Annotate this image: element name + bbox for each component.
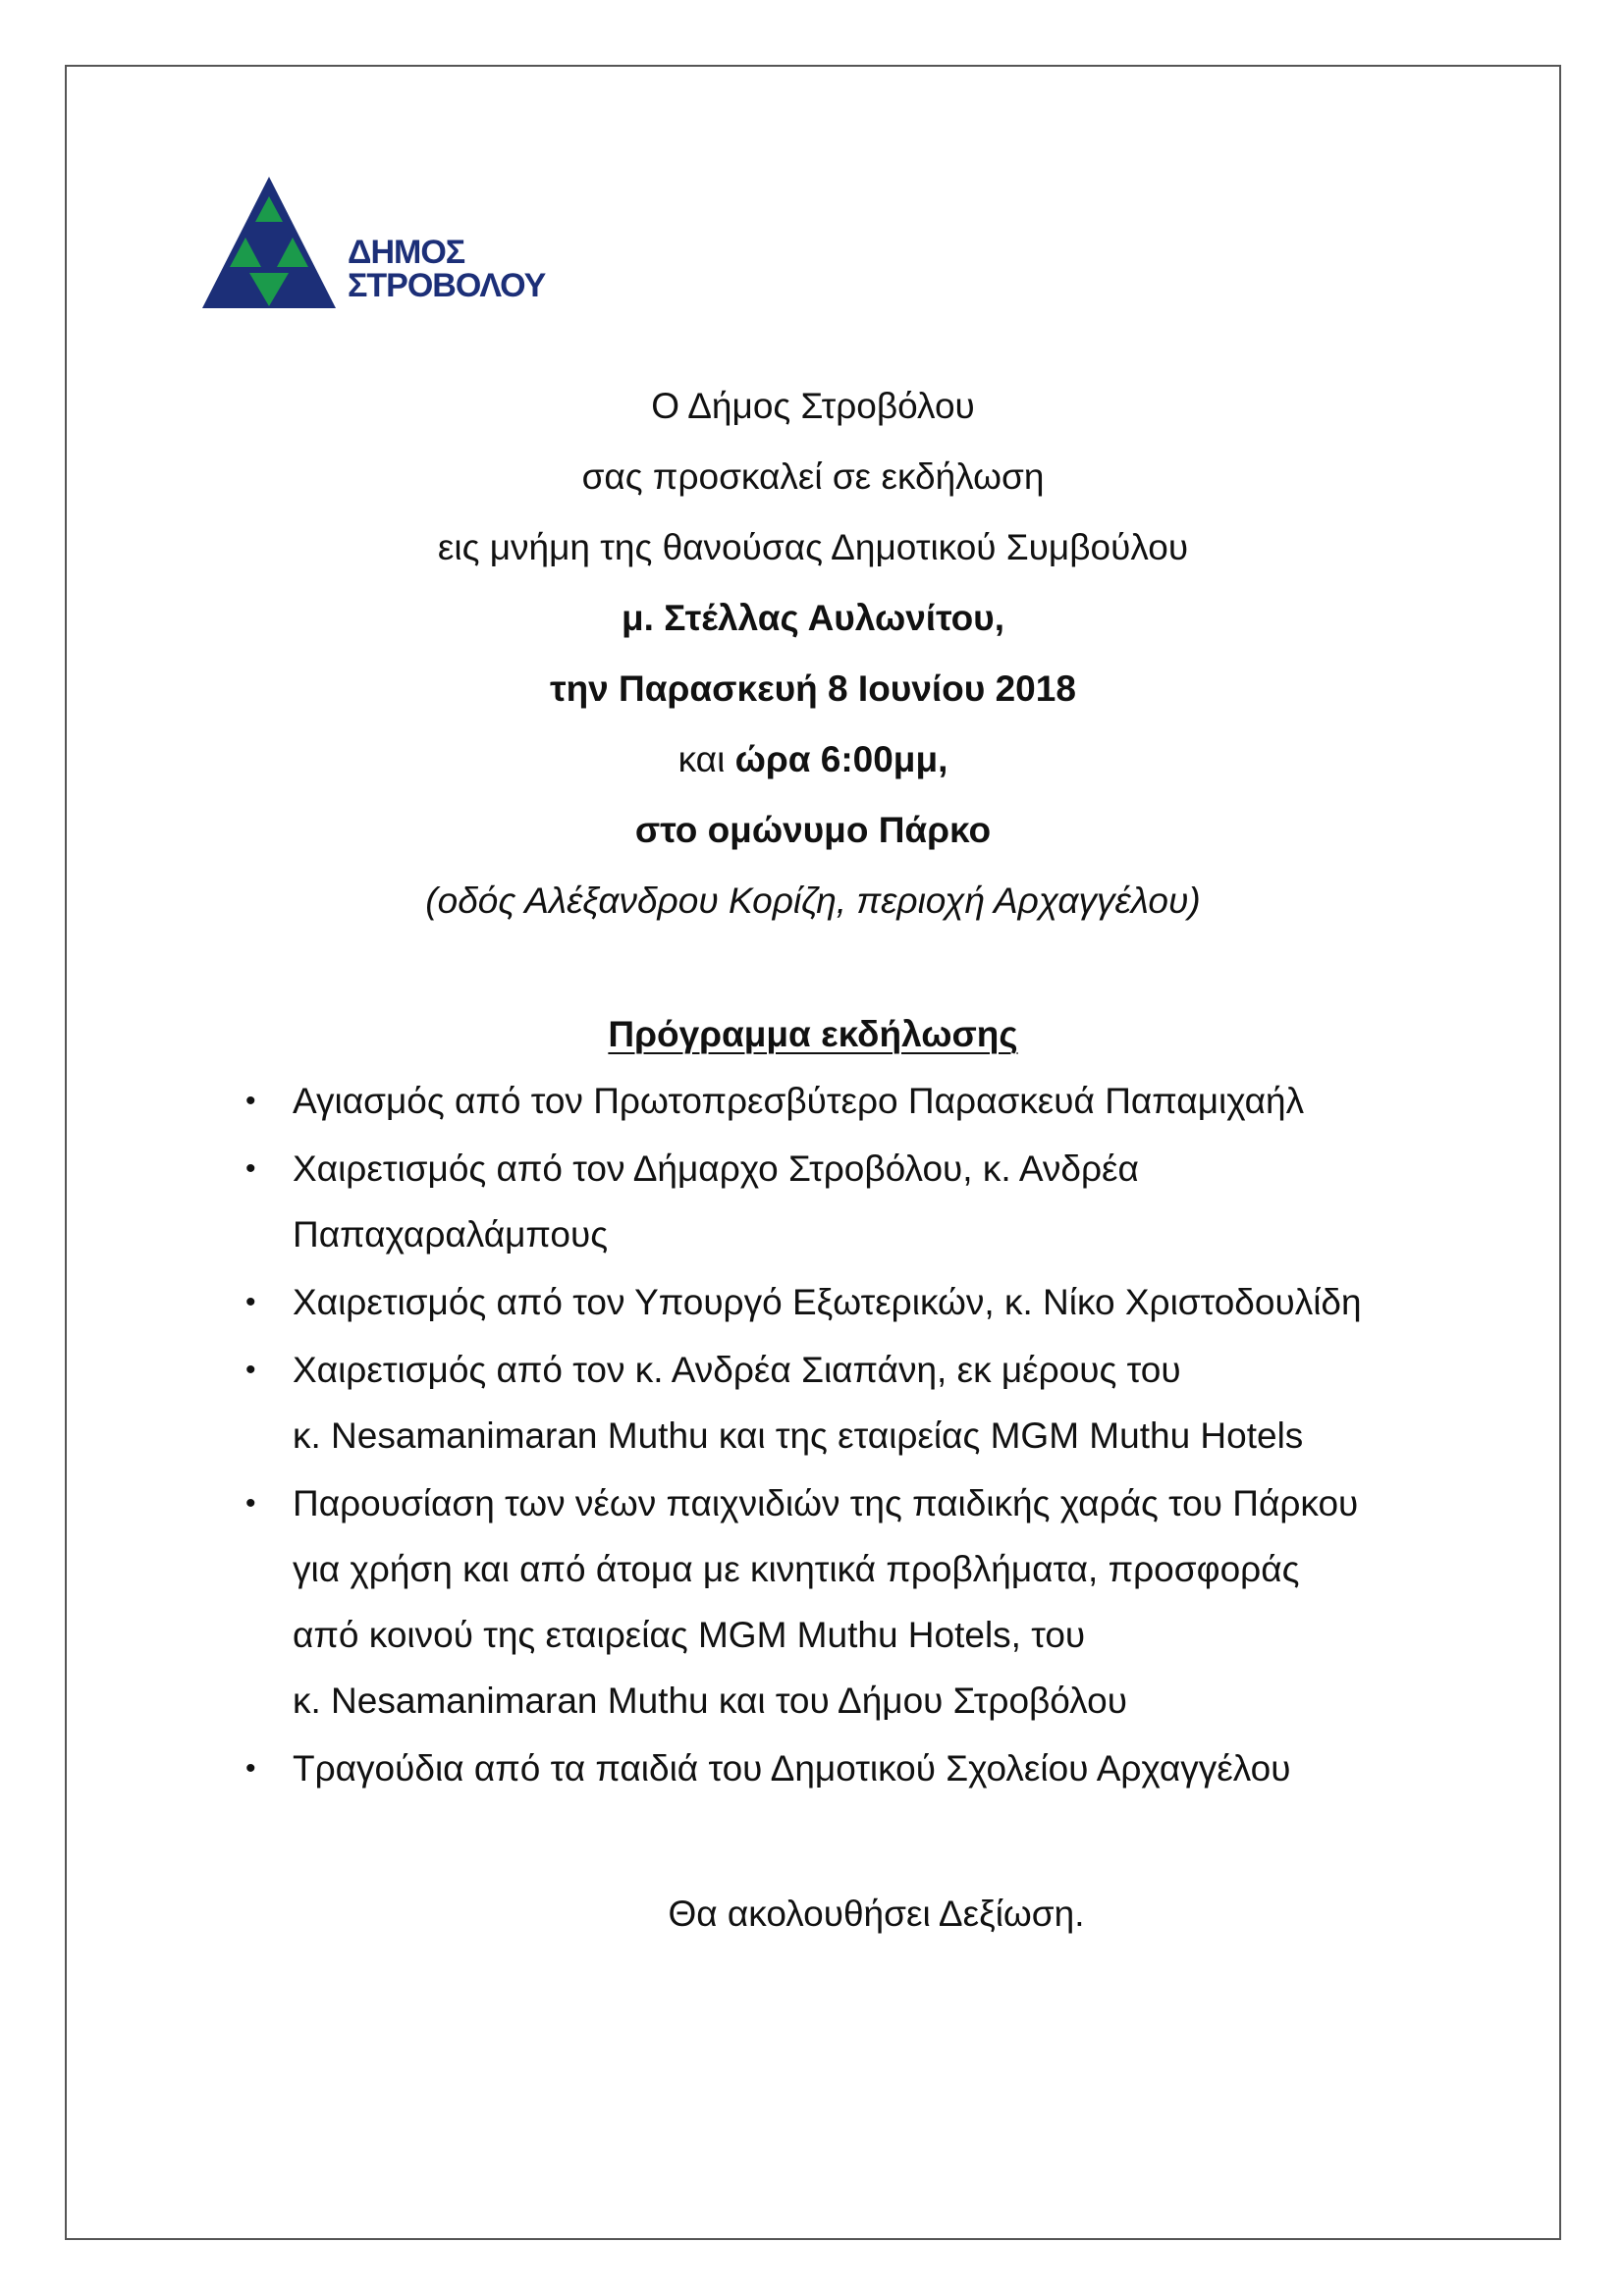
invite-line: σας προσκαλεί σε εκδήλωση: [581, 456, 1045, 497]
logo-line1: ΔΗΜΟΣ: [348, 234, 465, 271]
event-time-line: [65, 724, 1561, 795]
program-item-line: κ. Nesamanimaran Muthu και του Δήμου Στροβόλου: [293, 1681, 1127, 1721]
program-heading: Πρόγραμμα εκδήλωσης: [608, 1014, 1018, 1054]
program-item-line: Τραγούδια από τα παιδιά του Δημοτικού Σχολείου Αρχαγγέλου: [293, 1748, 1291, 1789]
program-item-line: Χαιρετισμός από τον κ. Ανδρέα Σιαπάνη, εκ μέρους του: [293, 1350, 1181, 1390]
municipality-logo: [200, 175, 573, 312]
bullet-icon: •: [245, 1354, 256, 1386]
bullet-icon: •: [245, 1487, 256, 1520]
bullet-icon: •: [245, 1152, 256, 1185]
host-line: Ο Δήμος Στροβόλου: [651, 386, 975, 426]
program-item-line: κ. Nesamanimaran Muthu και της εταιρείας MGM Muthu Hotels: [293, 1415, 1304, 1456]
event-venue: στο ομώνυμο Πάρκο: [634, 810, 992, 850]
memory-line: εις μνήμη της θανούσας Δημοτικού Συμβούλου: [437, 527, 1189, 567]
invitation-block: [65, 371, 1561, 936]
program-item-line: Παρουσίαση των νέων παιχνιδιών της παιδικής χαράς του Πάρκου: [293, 1483, 1359, 1523]
event-address: (οδός Αλέξανδρου Κορίζη, περιοχή Αρχαγγέλου): [425, 881, 1201, 921]
program-item-line: για χρήση και από άτομα με κινητικά προβλήματα, προσφοράς: [293, 1549, 1300, 1589]
closing-note: Θα ακολουθήσει Δεξίωση.: [668, 1894, 1085, 1934]
bullet-icon: •: [245, 1085, 256, 1117]
program-item-line: Παπαχαραλάμπους: [293, 1214, 609, 1255]
program-item-line: από κοινού της εταιρείας MGM Muthu Hotels, του: [293, 1615, 1086, 1655]
event-time-prefix: και: [677, 739, 726, 779]
event-date: την Παρασκευή 8 Ιουνίου 2018: [550, 668, 1076, 709]
program-item: [245, 1337, 1451, 1468]
honoree-name: μ. Στέλλας Αυλωνίτου,: [622, 598, 1004, 638]
program-list: [245, 1068, 1451, 1803]
program-item-line: Χαιρετισμός από τον Υπουργό Εξωτερικών, κ. Νίκο Χριστοδουλίδη: [293, 1282, 1362, 1322]
program-item: [245, 1068, 1451, 1134]
bullet-icon: •: [245, 1286, 256, 1318]
program-item: [245, 1269, 1451, 1335]
program-item: [245, 1136, 1451, 1267]
event-time: ώρα 6:00μμ,: [734, 739, 948, 779]
program-item: [245, 1735, 1451, 1801]
program-item: [245, 1470, 1451, 1734]
logo-line2: ΣΤΡΟΒΟΛΟΥ: [348, 267, 546, 304]
bullet-icon: •: [245, 1752, 256, 1785]
logo-triangle-icon: [200, 175, 573, 312]
program-item-line: Αγιασμός από τον Πρωτοπρεσβύτερο Παρασκευά Παπαμιχαήλ: [293, 1081, 1305, 1121]
program-item-line: Χαιρετισμός από τον Δήμαρχο Στροβόλου, κ. Ανδρέα: [293, 1148, 1139, 1189]
